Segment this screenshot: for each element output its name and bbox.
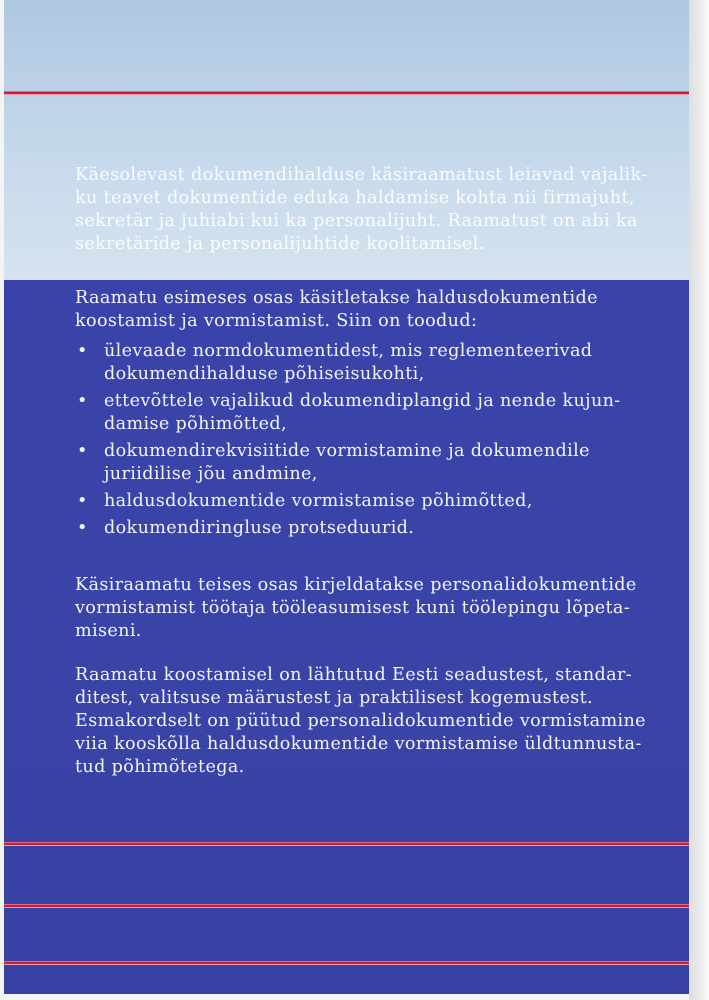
bullet-icon: • <box>77 491 88 511</box>
closing-paragraph: Raamatu koostamisel on lähtutud Eesti seadustest, standar- ditest, valitsuse määrustest ja praktilisest kogemustest. Esmakordselt on püütud personalidokumentide vormistamine viia kooskõlla haldusdokumentide vormistamise üldtunnusta- tud põhimõtetega. <box>75 665 646 777</box>
list-item: • dokumendiringluse protseduurid. <box>77 518 415 538</box>
bullet-icon: • <box>77 518 88 538</box>
red-rule-top <box>4 91 689 95</box>
red-rule-lower-3 <box>4 961 689 965</box>
bullet-icon: • <box>77 441 88 461</box>
book-back-cover <box>4 0 689 994</box>
part-one-paragraph: Raamatu esimeses osas käsitletakse haldusdokumentide koostamist ja vormistamist. Siin on toodud: <box>75 288 598 331</box>
list-item: • ülevaade normdokumentidest, mis reglementeerivad dokumendihalduse põhiseisukohti, <box>77 341 593 384</box>
bullet-icon: • <box>77 341 88 361</box>
contents-bullet-list <box>75 340 675 544</box>
list-item: • ettevõttele vajalikud dokumendiplangid ja nende kujun- damise põhimõtted, <box>77 391 621 434</box>
book-edge <box>689 0 709 1000</box>
list-item: • dokumendirekvisiitide vormistamine ja dokumendile juriidilise jõu andmine, <box>77 441 590 484</box>
intro-paragraph: Käesolevast dokumendihalduse käsiraamatust leiavad vajalik- ku teavet dokumentide eduka haldamise kohta nii firmajuht, sekretär ja juhiabi kui ka personalijuht. Raamatust on abi ka sekretäride ja personalijuhtide koolitamisel. <box>75 165 648 254</box>
list-item: • haldusdokumentide vormistamise põhimõtted, <box>77 491 533 511</box>
bullet-icon: • <box>77 391 88 411</box>
red-rule-lower-1 <box>4 842 689 846</box>
part-two-paragraph: Käsiraamatu teises osas kirjeldatakse personalidokumentide vormistamist töötaja tööleasumisest kuni töölepingu lõpeta- miseni. <box>75 575 637 641</box>
red-rule-lower-2 <box>4 904 689 908</box>
